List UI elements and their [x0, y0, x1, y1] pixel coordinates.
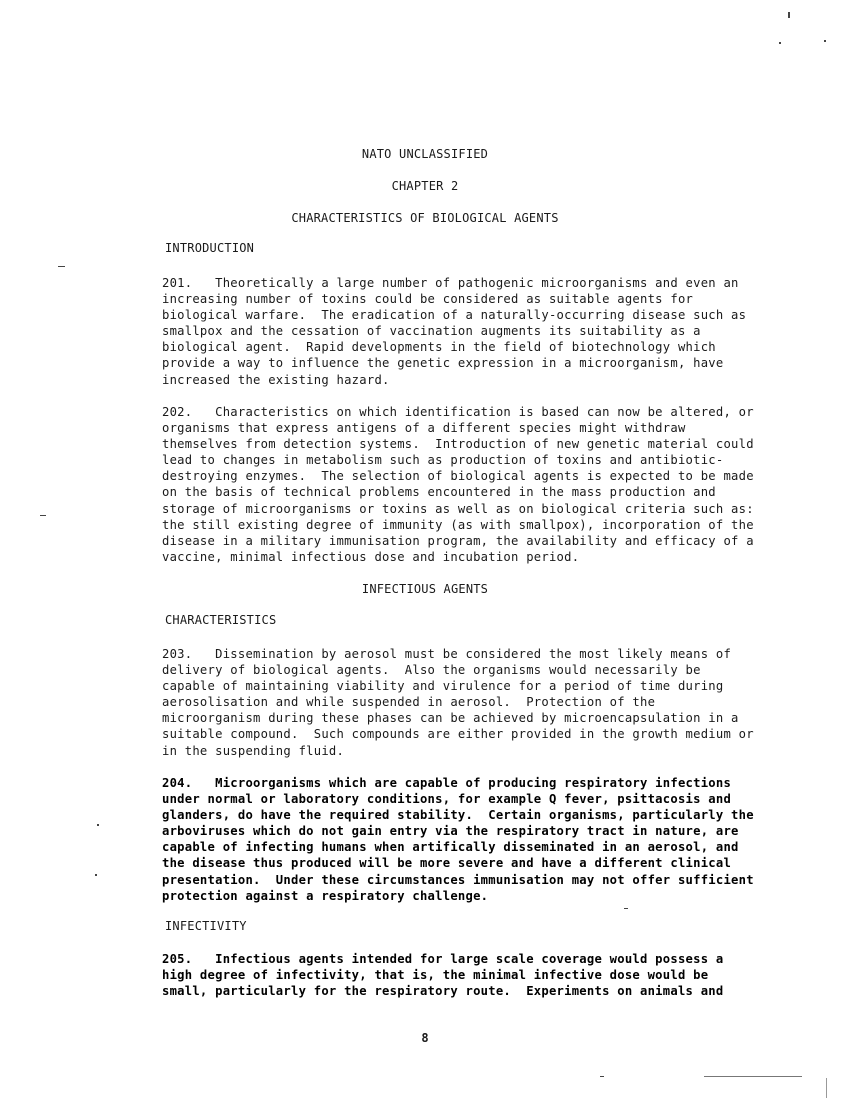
- page-number: 8: [421, 1031, 429, 1045]
- text-line: biological warfare. The eradication of a naturally-occurring disease such as: [162, 308, 747, 323]
- text-line: glanders, do have the required stability. Certain organisms, particularly the: [162, 808, 754, 823]
- paragraph-201: [162, 275, 802, 388]
- text-line: presentation. Under these circumstances immunisation may not offer sufficient: [162, 872, 754, 887]
- text-line: 205. Infectious agents intended for large scale coverage would possess a: [162, 952, 724, 966]
- text-line: capable of maintaining viability and virulence for a period of time during: [162, 679, 724, 694]
- text-line: microorganism during these phases can be achieved by microencapsulation in a: [162, 711, 739, 726]
- chapter-title: CHARACTERISTICS OF BIOLOGICAL AGENTS: [291, 211, 559, 225]
- text-line: increasing number of toxins could be considered as suitable agents for: [162, 292, 694, 307]
- text-line: small, particularly for the respiratory route. Experiments on animals and: [162, 984, 724, 999]
- text-line: the still existing degree of immunity (as with smallpox), incorporation of the: [162, 517, 754, 532]
- text-line: in the suspending fluid.: [162, 743, 345, 758]
- text-line: arboviruses which do not gain entry via the respiratory tract in nature, are: [162, 824, 739, 839]
- text-line: high degree of infectivity, that is, the minimal infective dose would be: [162, 968, 709, 983]
- text-line: provide a way to influence the genetic expression in a microorganism, have: [162, 356, 724, 371]
- text-line: aerosolisation and while suspended in aerosol. Protection of the: [162, 695, 656, 710]
- text-line: suitable compound. Such compounds are either provided in the growth medium or: [162, 727, 754, 742]
- text-line: smallpox and the cessation of vaccination augments its suitability as a: [162, 324, 701, 339]
- text-line: organisms that express antigens of a different species might withdraw: [162, 421, 686, 436]
- text-line: 201. Theoretically a large number of pathogenic microorganisms and even an: [162, 276, 739, 290]
- paragraph-204: [162, 775, 802, 904]
- chapter-label: CHAPTER 2: [391, 179, 459, 193]
- text-line: increased the existing hazard.: [162, 372, 390, 387]
- scan-speck: [40, 515, 46, 516]
- text-line: 202. Characteristics on which identification is based can now be altered, or: [162, 405, 754, 419]
- text-line: the disease thus produced will be more severe and have a different clinical: [162, 856, 732, 871]
- scan-speck: [779, 42, 781, 44]
- paragraph-202: [162, 404, 802, 565]
- text-line: on the basis of technical problems encountered in the mass production and: [162, 485, 716, 500]
- text-line: delivery of biological agents. Also the organisms would necessarily be: [162, 663, 701, 678]
- text-line: disease in a military immunisation program, the availability and efficacy of a: [162, 533, 754, 548]
- text-line: lead to changes in metabolism such as production of toxins and antibiotic-: [162, 453, 724, 468]
- text-line: 204. Microorganisms which are capable of producing respiratory infections: [162, 776, 732, 790]
- text-line: vaccine, minimal infectious dose and incubation period.: [162, 549, 580, 564]
- scan-speck: [97, 824, 99, 826]
- scan-speck: [824, 40, 826, 42]
- text-line: capable of infecting humans when artifically disseminated in an aerosol, and: [162, 840, 739, 855]
- text-line: biological agent. Rapid developments in the field of biotechnology which: [162, 340, 716, 355]
- scan-dash-line: [704, 1076, 802, 1077]
- subsection-heading-infectivity: INFECTIVITY: [165, 919, 247, 933]
- section-heading-introduction: INTRODUCTION: [165, 241, 255, 255]
- text-line: 203. Dissemination by aerosol must be considered the most likely means of: [162, 647, 732, 661]
- subsection-heading-characteristics: CHARACTERISTICS: [165, 613, 277, 627]
- section-heading-infectious-agents: INFECTIOUS AGENTS: [361, 582, 489, 596]
- scan-speck: [58, 266, 65, 267]
- paragraph-205: [162, 951, 802, 999]
- paragraph-203: [162, 646, 802, 759]
- scan-speck: [624, 908, 628, 909]
- text-line: storage of microorganisms or toxins as well as on biological criteria such as:: [162, 501, 754, 516]
- text-line: protection against a respiratory challenge.: [162, 888, 489, 903]
- text-line: under normal or laboratory conditions, for example Q fever, psittacosis and: [162, 792, 732, 807]
- classification-marking: NATO UNCLASSIFIED: [361, 147, 489, 161]
- scan-speck: [600, 1076, 604, 1077]
- scan-speck: [788, 12, 790, 18]
- text-line: themselves from detection systems. Introduction of new genetic material could: [162, 437, 754, 452]
- scan-speck: [95, 874, 97, 876]
- text-line: destroying enzymes. The selection of biological agents is expected to be made: [162, 469, 754, 484]
- scan-edge-mark: [826, 1078, 827, 1098]
